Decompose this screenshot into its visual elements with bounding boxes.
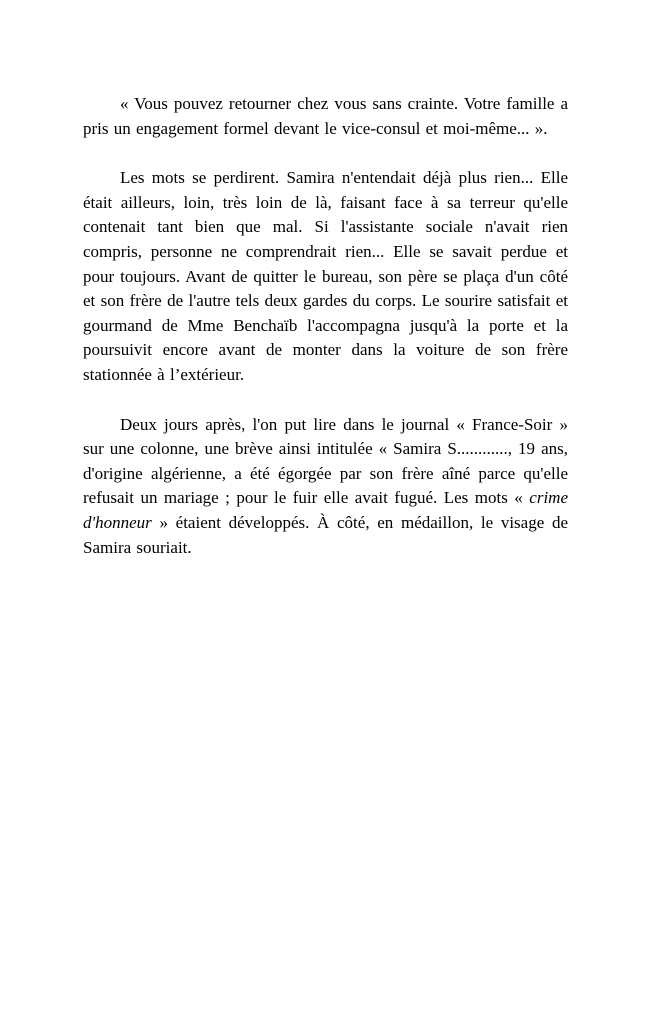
paragraph-samira-office: Les mots se perdirent. Samira n'entendait déjà plus rien... Elle était ailleurs, loin, très loin de là, faisant face à sa terreur qu'elle contenait tant bien que mal. Si l'assistante sociale n'avait rien compris, personne ne comprendrait rien... Elle se savait perdue et pour toujours. Avant de quitter le bureau, son père se plaça d'un côté et son frère de l'autre tels deux gardes du corps. Le sourire satisfait et gourmand de Mme Benchaïb l'accompagna jusqu'à la porte et la poursuivit encore avant de monter dans la voiture de son frère stationnée à l’extérieur.: [83, 168, 568, 384]
paragraph-newspaper-italic-phrase: crime d'honneur: [83, 488, 568, 532]
paragraph-quote-consul: « Vous pouvez retourner chez vous sans crainte. Votre famille a pris un engagement formel devant le vice-consul et moi-même... ».: [83, 94, 568, 138]
paragraph-newspaper: [83, 413, 568, 561]
paragraph-newspaper-text-before: Deux jours après, l'on put lire dans le journal « France-Soir » sur une colonne, une brève ainsi intitulée « Samira S............, 19 ans, d'origine algérienne, a été égorgée par son frère aîné parce qu'elle refusait un mariage ; pour le fuir elle avait fugué. Les mots «: [83, 414, 568, 508]
paragraph-newspaper-text-after: » étaient développés. À côté, en médaillon, le visage de Samira souriait.: [83, 512, 568, 557]
